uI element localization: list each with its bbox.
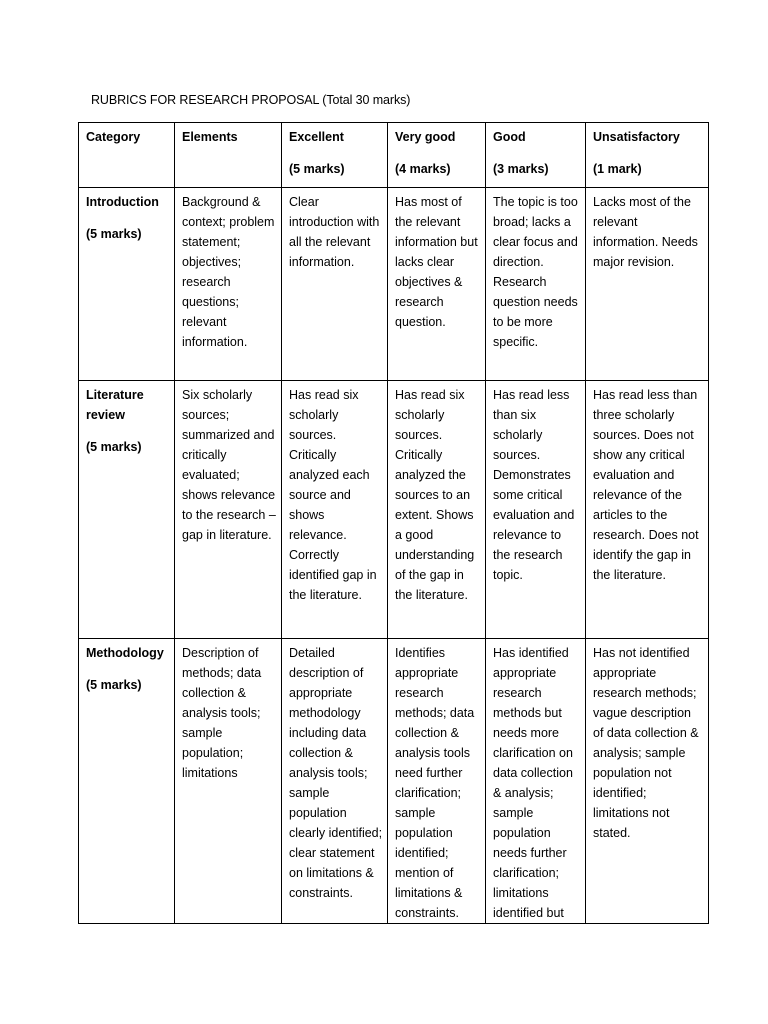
category-label: Introduction bbox=[86, 195, 159, 209]
excellent-text: Clear introduction with all the relevant information. bbox=[289, 195, 380, 269]
category-label: Methodology bbox=[86, 646, 164, 660]
table-header-row bbox=[79, 123, 709, 188]
unsatisfactory-text: Lacks most of the relevant information. Needs major revision. bbox=[593, 195, 698, 269]
unsatisfactory-cell bbox=[586, 381, 709, 639]
header-good-marks: (3 marks) bbox=[493, 162, 549, 176]
excellent-text: Has read six scholarly sources. Critically analyzed each source and shows relevance. Correctly identified gap in the literature. bbox=[289, 388, 377, 602]
elements-cell bbox=[175, 188, 282, 381]
category-cell bbox=[79, 188, 175, 381]
header-good-label: Good bbox=[493, 130, 526, 144]
category-marks: (5 marks) bbox=[86, 678, 142, 692]
header-unsatisfactory-label: Unsatisfactory bbox=[593, 130, 680, 144]
elements-text: Description of methods; data collection & analysis tools; sample population; limitations bbox=[182, 646, 262, 780]
unsatisfactory-cell bbox=[586, 188, 709, 381]
excellent-cell bbox=[282, 639, 388, 924]
category-marks: (5 marks) bbox=[86, 227, 142, 241]
good-cell bbox=[486, 381, 586, 639]
header-cell-good bbox=[486, 123, 586, 188]
table-row-methodology bbox=[79, 639, 709, 924]
very-good-cell bbox=[388, 639, 486, 924]
header-excellent-label: Excellent bbox=[289, 130, 344, 144]
unsatisfactory-text: Has not identified appropriate research methods; vague description of data collection & analysis; sample population not identified; limitations not stated. bbox=[593, 646, 699, 840]
unsatisfactory-cell bbox=[586, 639, 709, 924]
very-good-text: Has most of the relevant information but lacks clear objectives & research question. bbox=[395, 195, 478, 329]
header-cell-excellent bbox=[282, 123, 388, 188]
elements-cell bbox=[175, 639, 282, 924]
good-text: Has read less than six scholarly sources. Demonstrates some critical evaluation and relevance to the research topic. bbox=[493, 388, 575, 582]
very-good-cell bbox=[388, 381, 486, 639]
excellent-cell bbox=[282, 188, 388, 381]
very-good-text: Has read six scholarly sources. Critically analyzed the sources to an extent. Shows a good understanding of the gap in the literature. bbox=[395, 388, 475, 602]
very-good-text: Identifies appropriate research methods; data collection & analysis tools need further clarification; sample population identified; mention of limitations & constraints. bbox=[395, 646, 475, 920]
excellent-cell bbox=[282, 381, 388, 639]
category-cell bbox=[79, 381, 175, 639]
category-label: Literature review bbox=[86, 388, 144, 422]
document-title: RUBRICS FOR RESEARCH PROPOSAL (Total 30 marks) bbox=[91, 93, 411, 107]
rubric-table bbox=[78, 122, 709, 924]
header-very-good-marks: (4 marks) bbox=[395, 162, 451, 176]
header-elements-label: Elements bbox=[182, 130, 238, 144]
elements-text: Background & context; problem statement; objectives; research questions; relevant information. bbox=[182, 195, 275, 349]
category-marks: (5 marks) bbox=[86, 440, 142, 454]
elements-cell bbox=[175, 381, 282, 639]
header-unsatisfactory-marks: (1 mark) bbox=[593, 162, 642, 176]
very-good-cell bbox=[388, 188, 486, 381]
header-cell-category bbox=[79, 123, 175, 188]
elements-text: Six scholarly sources; summarized and critically evaluated; shows relevance to the research – gap in literature. bbox=[182, 388, 276, 542]
good-cell bbox=[486, 188, 586, 381]
header-cell-elements bbox=[175, 123, 282, 188]
unsatisfactory-text: Has read less than three scholarly sources. Does not show any critical evaluation and relevance of the articles to the research. Does not identify the gap in the literature. bbox=[593, 388, 699, 582]
table-row-introduction bbox=[79, 188, 709, 381]
header-cell-unsatisfactory bbox=[586, 123, 709, 188]
header-category-label: Category bbox=[86, 130, 141, 144]
header-very-good-label: Very good bbox=[395, 130, 456, 144]
good-cell bbox=[486, 639, 586, 924]
header-excellent-marks: (5 marks) bbox=[289, 162, 345, 176]
header-cell-very-good bbox=[388, 123, 486, 188]
good-text: Has identified appropriate research methods but needs more clarification on data collection & analysis; sample population needs further clarification; limitations identified but bbox=[493, 646, 573, 920]
category-cell bbox=[79, 639, 175, 924]
good-text: The topic is too broad; lacks a clear focus and direction. Research question needs to be more specific. bbox=[493, 195, 578, 349]
excellent-text: Detailed description of appropriate methodology including data collection & analysis tools; sample population clearly identified; clear statement on limitations & constraints. bbox=[289, 646, 383, 900]
table-row-literature-review bbox=[79, 381, 709, 639]
